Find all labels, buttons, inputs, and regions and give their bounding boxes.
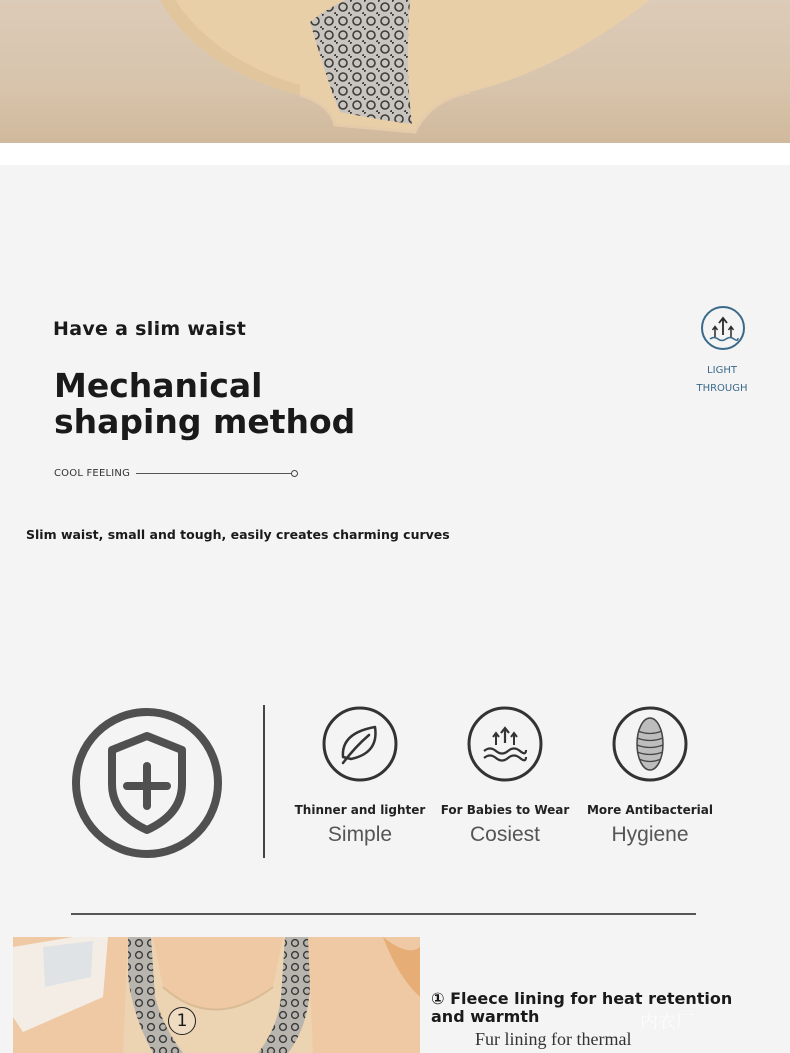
spacer-strip <box>0 143 790 165</box>
vertical-divider <box>263 705 265 858</box>
feature-main-label: Cosiest <box>469 823 541 846</box>
cool-feeling-dot <box>291 470 298 477</box>
feature-sub-label: For Babies to Wear <box>440 803 570 817</box>
step-number-badge: 1 <box>168 1007 196 1035</box>
watermark-text: 内衣厂 <box>640 1012 694 1033</box>
feature-main-label: Simple <box>327 823 393 846</box>
feature-hygiene <box>575 705 725 847</box>
cocoon-icon <box>611 705 689 783</box>
bottom-subheading: Fur lining for thermal <box>475 1029 632 1049</box>
feature-main-label: Hygiene <box>611 823 689 846</box>
product-photo-top <box>0 0 790 143</box>
feature-simple <box>285 705 435 847</box>
arrows-up-water-icon <box>700 305 746 351</box>
cool-feeling-label: COOL FEELING <box>54 468 131 479</box>
section-headline: Mechanical shaping method <box>54 366 356 441</box>
section-subtitle: Have a slim waist <box>53 318 247 340</box>
feature-cosiest <box>430 705 580 847</box>
horizontal-divider <box>71 913 696 915</box>
bra-garment-image <box>13 937 420 1053</box>
brief-garment-image <box>0 0 790 143</box>
feature-sub-label: More Antibacterial <box>586 803 714 817</box>
leaf-icon <box>321 705 399 783</box>
waves-arrows-icon <box>466 705 544 783</box>
bottom-heading: ① Fleece lining for heat retention and warmth <box>431 989 733 1026</box>
cool-feeling-line <box>136 473 292 474</box>
light-label-line2: THROUGH <box>696 383 748 394</box>
light-through-label <box>692 362 752 398</box>
feature-section-background <box>0 165 790 1053</box>
cool-feeling-row <box>54 468 298 479</box>
product-photo-bottom <box>13 937 420 1053</box>
light-label-line1: LIGHT <box>707 365 737 376</box>
section-description: Slim waist, small and tough, easily creates charming curves <box>26 527 450 542</box>
feature-sub-label: Thinner and lighter <box>294 803 426 817</box>
shield-plus-icon <box>70 706 224 860</box>
